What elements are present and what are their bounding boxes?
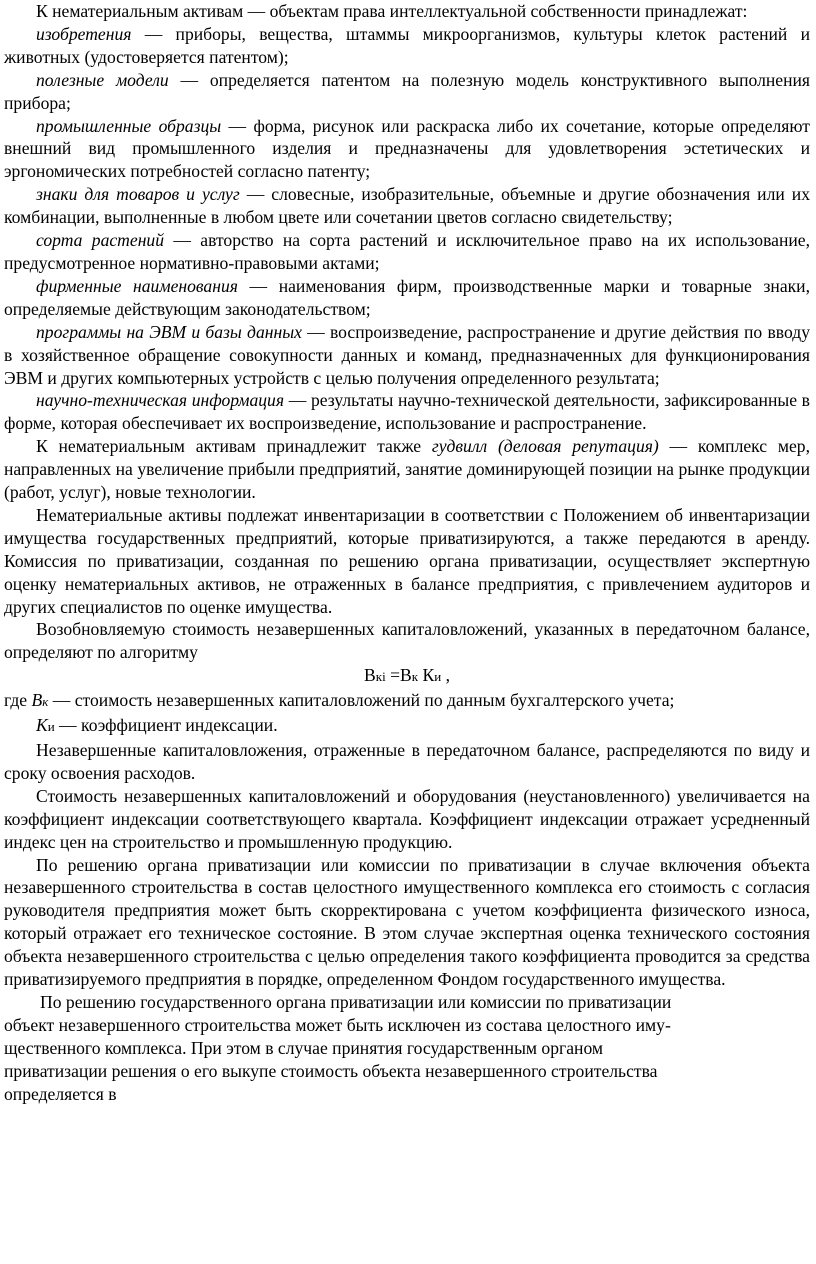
where-lead: где: [4, 690, 32, 711]
goodwill-term: гудвилл (деловая репутация): [431, 436, 659, 457]
definition-scientific-info: [4, 389, 810, 435]
definition-utility-models: [4, 69, 810, 115]
algorithm-intro-paragraph: Возобновляемую стоимость незавершенных капиталовложений, указанных в передаточном балансе, определяют по алгоритму: [4, 619, 810, 663]
coefficient-line: [4, 714, 810, 739]
definition-term: сорта растений: [36, 230, 165, 251]
indexation-paragraph: Стоимость незавершенных капиталовложений и оборудования (неустановленного) увеличивается на коэффициент индексации соответствующего квартала. Коэффициент индексации отражает усредненный индекс цен на строительство и промышленную продукцию.: [4, 785, 810, 852]
distribution-paragraph: Незавершенные капиталовложения, отраженные в передаточном балансе, распределяются по виду и сроку освоения расходов.: [4, 740, 810, 783]
definition-text: — форма, рисунок или раскраска либо их сочетание, которые определяют внешний вид промышленного изделия и предназначены для удовлетворения эстетических и эргономических потребностей согласно патенту;: [4, 115, 810, 182]
definition-text: — определяется патентом на полезную модель конструктивного выполнения прибора;: [4, 69, 810, 113]
final-line: По решению государственного органа приватизации или комиссии по приватизации: [40, 991, 672, 1012]
where-var: В: [31, 690, 43, 711]
formula-rhs-sub1: к: [411, 669, 419, 685]
final-line: приватизации решения о его выкупе стоимость объекта незавершенного строительства: [4, 1060, 658, 1081]
definition-text: — словесные, изобразительные, объемные и другие обозначения или их комбинации, выполненные в любом цвете или сочетании цветов согласно свидетельству;: [4, 184, 810, 228]
definition-text: — результаты научно-технической деятельности, зафиксированные в форме, которая обеспечивает их воспроизведение, использование и распространение.: [4, 390, 810, 434]
intro-paragraph: К нематериальным активам — объектам права интеллектуальной собственности принадлежат:: [36, 1, 748, 21]
formula-lhs: В: [364, 665, 376, 686]
where-line: [4, 689, 810, 714]
formula-tail: ,: [441, 665, 450, 686]
definition-plant-varieties: [4, 229, 810, 275]
goodwill-after: — комплекс мер, направленных на увеличение прибыли предприятий, занятие доминирующей позиции на рынке продукции (работ, услуг), новые технологии.: [4, 436, 810, 503]
definition-trade-names: [4, 275, 810, 321]
inventory-paragraph: Нематериальные активы подлежат инвентаризации в соответствии с Положением об инвентаризации имущества государственных предприятий, которые приватизируются, а также передаются в аренду. Комиссия по приватизации, созданная по решению органа приватизации, осуществляет экспертную оценку нематериальных активов, не отраженных в балансе предприятия, с привлечением аудиторов и других специалистов по оценке имущества.: [4, 504, 810, 617]
definition-inventions: [4, 23, 810, 69]
coef-var: К: [36, 715, 48, 736]
coef-text: — коэффициент индексации.: [54, 715, 278, 736]
formula: [4, 664, 810, 689]
definition-term: полезные модели: [36, 69, 169, 90]
definition-text: — приборы, вещества, штаммы микроорганизмов, культуры клеток растений и животных (удостоверяется патентом);: [4, 23, 810, 67]
formula-mid: К: [418, 665, 435, 686]
definition-industrial-designs: [4, 115, 810, 184]
formula-eq: =В: [385, 665, 412, 686]
goodwill-before: К нематериальным активам принадлежит также: [36, 436, 432, 457]
final-line: объект незавершенного строительства может быть исключен из состава целостного иму-: [4, 1014, 671, 1035]
wear-coefficient-paragraph: По решению органа приватизации или комиссии по приватизации в случае включения объекта незавершенного строительства в состав целостного имущественного комплекса его стоимость с согласия руководителя предприятия может быть скорректирована с учетом коэффициента физического износа, который отражает его техническое состояние. В этом случае экспертная оценка технического состояния объекта незавершенного строительства с целью определения такого коэффициента проводится за средства приватизируемого предприятия в порядке, определенном Фондом государственного имущества.: [4, 854, 810, 990]
definition-term: изобретения: [36, 23, 132, 44]
definition-trademarks: [4, 183, 810, 229]
coef-var-sub: и: [47, 719, 55, 735]
final-line: щественного комплекса. При этом в случае принятия государственным органом: [4, 1037, 604, 1058]
definition-term: программы на ЭВМ и базы данных: [36, 321, 302, 342]
definition-software-databases: [4, 321, 810, 390]
definition-term: научно-техническая информация: [36, 390, 285, 411]
goodwill-paragraph: [4, 435, 810, 504]
definition-text: — авторство на сорта растений и исключительное право на их использование, предусмотренное нормативно-правовыми актами;: [4, 230, 810, 273]
where-var-sub: к: [42, 694, 49, 710]
definition-term: знаки для товаров и услуг: [36, 184, 240, 205]
definition-term: промышленные образцы: [36, 115, 222, 136]
where-text: — стоимость незавершенных капиталовложений по данным бухгалтерского учета;: [48, 690, 675, 711]
definition-term: фирменные наименования: [36, 275, 238, 296]
exclusion-paragraph: [4, 991, 810, 1106]
formula-lhs-sub: кі: [375, 669, 386, 685]
formula-rhs-sub2: и: [434, 669, 442, 685]
definition-text: — воспроизведение, распространение и другие действия по вводу в хозяйственное обращение совокупности данных и команд, предназначенных для функционирования ЭВМ и других компьютерных устройств с целью получения определенного результата;: [4, 321, 810, 388]
definition-text: — наименования фирм, производственные марки и товарные знаки, определяемые действующим законодательством;: [4, 275, 810, 319]
final-line: определяется в: [4, 1083, 117, 1104]
